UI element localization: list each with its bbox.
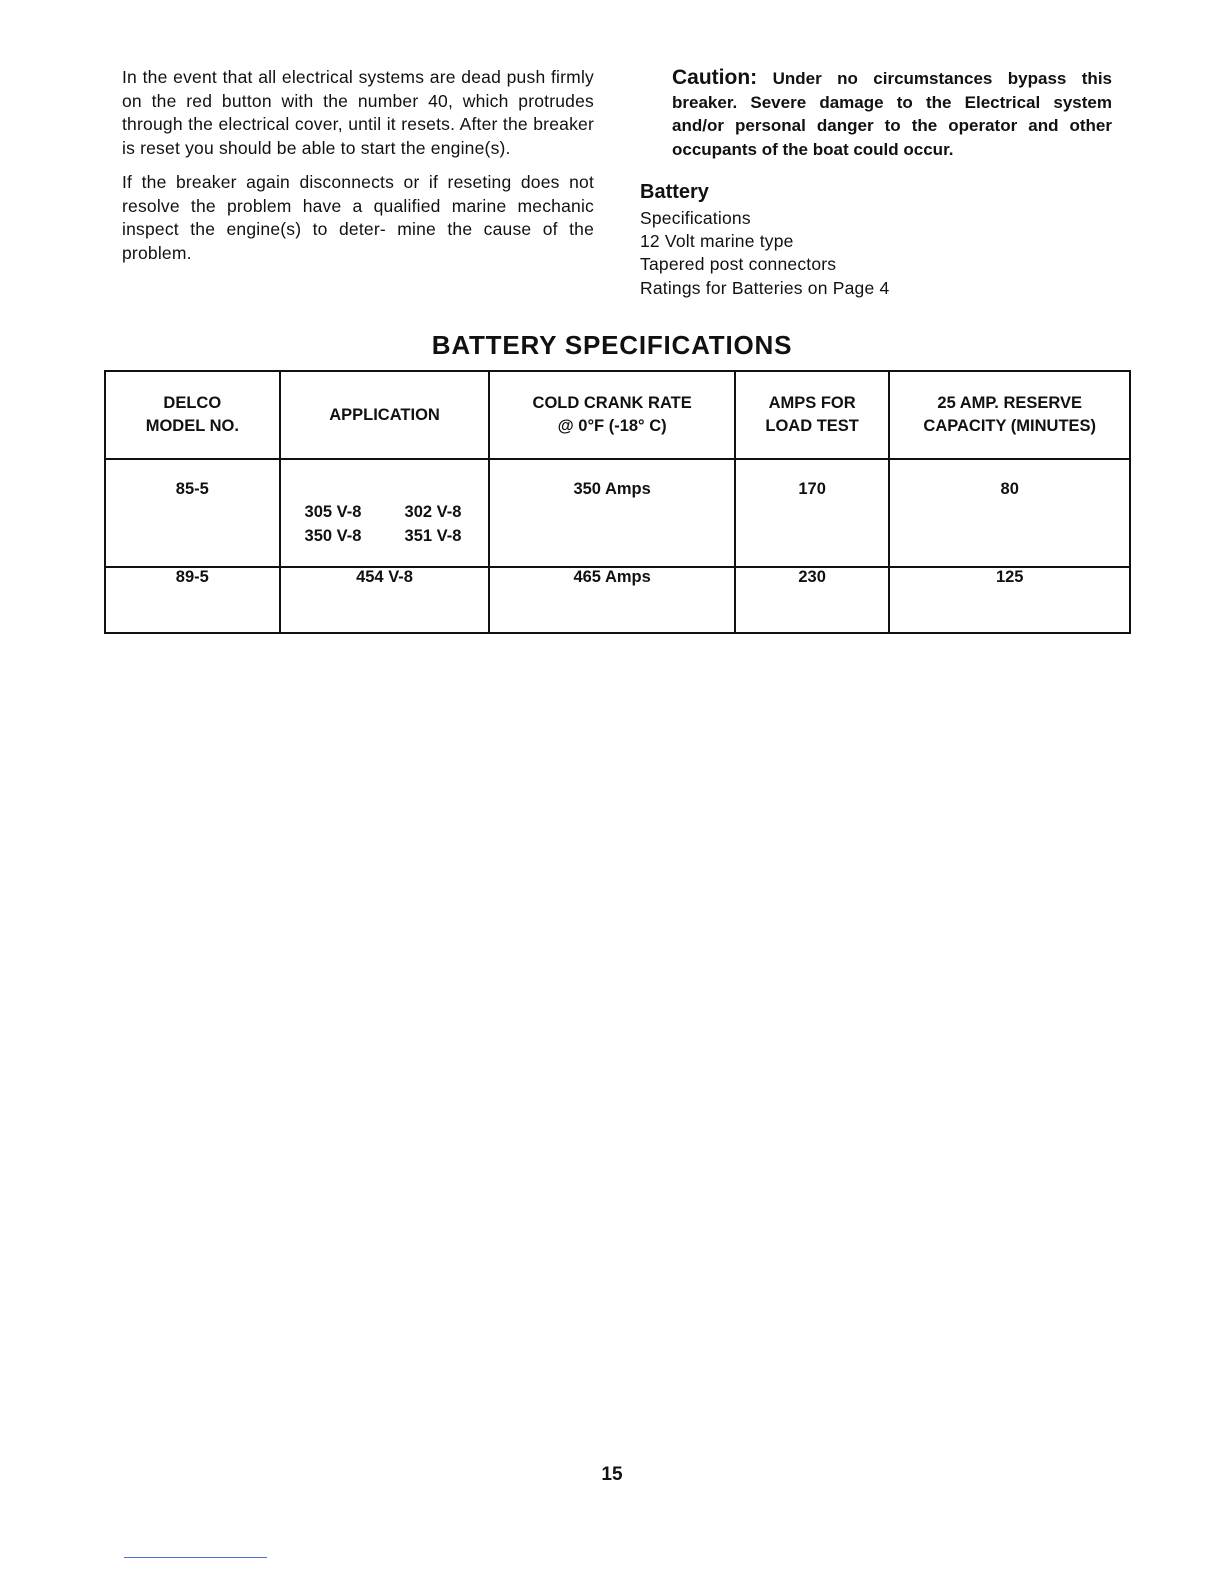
battery-spec-line: Specifications [640, 208, 751, 228]
cell-reserve: 80 [889, 459, 1130, 567]
cell-application [280, 459, 490, 567]
battery-heading: Battery [640, 181, 709, 203]
header-model-no: DELCO MODEL NO. [105, 371, 280, 459]
table-row [105, 567, 1130, 633]
header-amps-load-test: AMPS FOR LOAD TEST [735, 371, 890, 459]
cell-reserve: 125 [889, 567, 1130, 633]
battery-specifications-table [104, 370, 1131, 634]
breaker-problem-paragraph: If the breaker again disconnects or if reseting does not resolve the problem have a qualified marine mechanic inspect the engine(s) to deter- mine the cause of the problem. [122, 172, 594, 263]
caution-label: Caution: [672, 66, 758, 89]
header-application: APPLICATION [280, 371, 490, 459]
cell-model: 89-5 [105, 567, 280, 633]
battery-spec-line: 12 Volt marine type [640, 231, 794, 252]
application-list: 305 V-8 302 V-8 350 V-8 351 V-8 [304, 503, 462, 545]
cell-cold-crank: 350 Amps [489, 459, 734, 567]
battery-spec-line: Ratings for Batteries on Page 4 [640, 277, 890, 298]
left-column [122, 66, 594, 276]
header-cold-crank-rate: COLD CRANK RATE @ 0°F (-18° C) [489, 371, 734, 459]
caution-note [672, 66, 1112, 161]
table-row [105, 459, 1130, 567]
cell-application: 454 V-8 [280, 567, 490, 633]
battery-spec-line: Tapered post connectors [640, 254, 837, 275]
cell-cold-crank: 465 Amps [489, 567, 734, 633]
footer-rule [124, 1557, 267, 1558]
header-reserve-capacity: 25 AMP. RESERVE CAPACITY (MINUTES) [889, 371, 1130, 459]
table-header-row [105, 371, 1130, 459]
breaker-reset-paragraph: In the event that all electrical systems are dead push firmly on the red button with the number 40, which protrudes through the electrical cover, until it resets. After the breaker is reset you should be able to start the engine(s). [122, 67, 594, 158]
cell-model: 85-5 [105, 459, 280, 567]
right-column [640, 66, 1112, 300]
cell-amps-load: 230 [735, 567, 890, 633]
caution-text: Under no circumstances bypass this breaker. Severe damage to the Electrical system and/or personal danger to the operator and other occupants of the boat could occur. [672, 69, 1112, 159]
cell-amps-load: 170 [735, 459, 890, 567]
table-title: BATTERY SPECIFICATIONS [431, 330, 793, 360]
page-number: 15 [601, 1464, 623, 1485]
